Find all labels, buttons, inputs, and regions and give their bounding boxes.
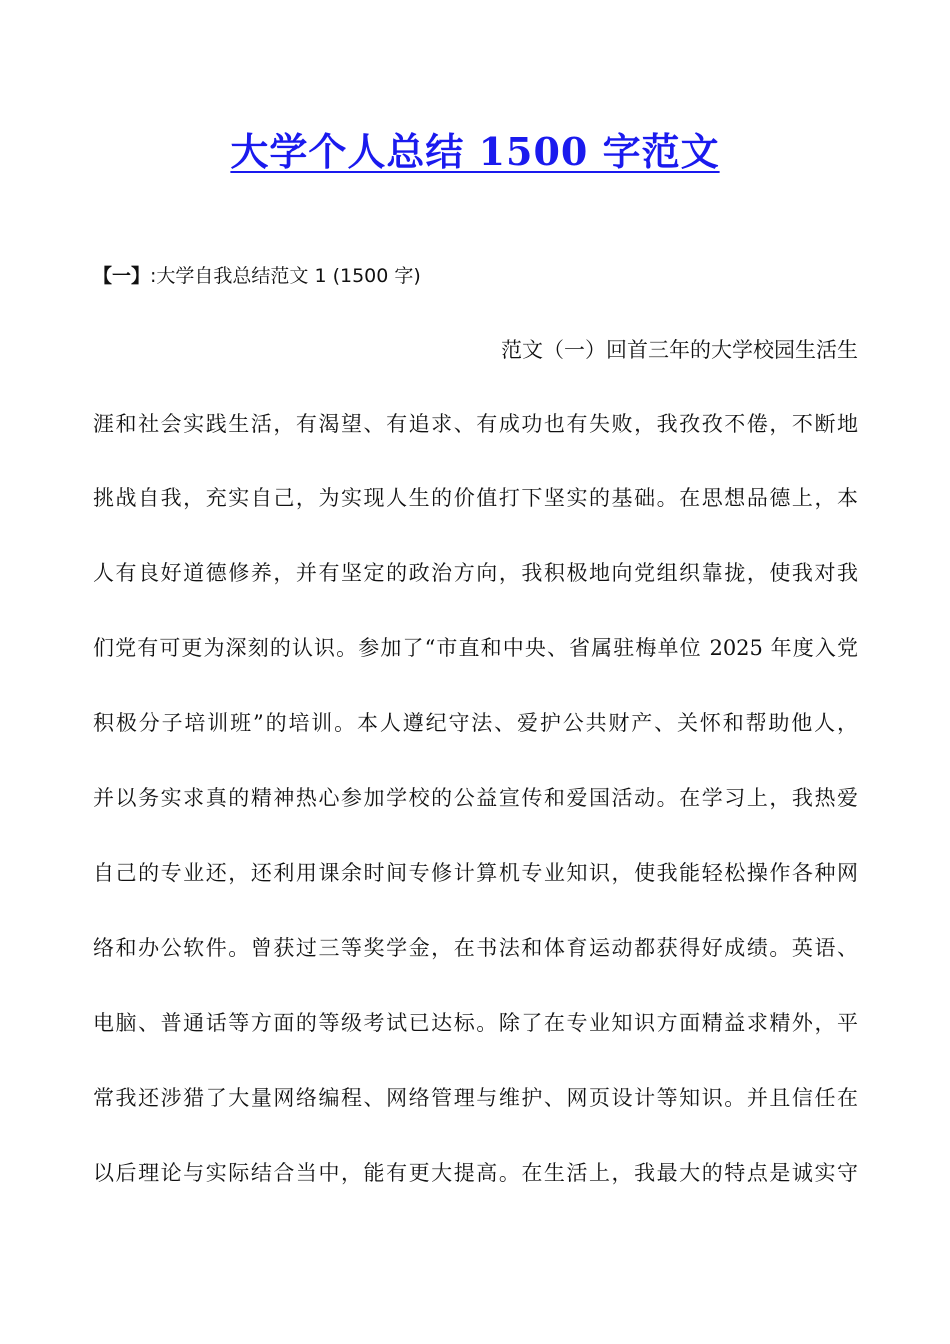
section-heading-text: :大学自我总结范文 1 (1500 字) xyxy=(150,265,421,287)
paragraph-line: 积极分子培训班”的培训。本人遵纪守法、爱护公共财产、关怀和帮助他人， xyxy=(93,711,858,735)
paragraph-line: 自己的专业还，还利用课余时间专修计算机专业知识，使我能轻松操作各种网 xyxy=(93,861,858,885)
paragraph-line: 常我还涉猎了大量网络编程、网络管理与维护、网页设计等知识。并且信任在 xyxy=(93,1086,858,1110)
paragraph-line: 以后理论与实际结合当中，能有更大提高。在生活上，我最大的特点是诚实守 xyxy=(93,1161,858,1185)
paragraph-line: 范文（一）回首三年的大学校园生活生 xyxy=(501,338,858,362)
section-number-mark: 【一】 xyxy=(93,265,151,287)
document-title: 大学个人总结 1500 字范文 xyxy=(230,129,720,174)
paragraph-line: 电脑、普通话等方面的等级考试已达标。除了在专业知识方面精益求精外，平 xyxy=(93,1011,858,1035)
paragraph-line: 并以务实求真的精神热心参加学校的公益宣传和爱国活动。在学习上，我热爱 xyxy=(93,786,858,810)
paragraph-line: 人有良好道德修养，并有坚定的政治方向，我积极地向党组织靠拢，使我对我 xyxy=(93,561,858,585)
paragraph-line: 涯和社会实践生活，有渴望、有追求、有成功也有失败，我孜孜不倦，不断地 xyxy=(93,412,858,436)
section-heading xyxy=(93,256,421,296)
paragraph-line: 络和办公软件。曾获过三等奖学金，在书法和体育运动都获得好成绩。英语、 xyxy=(93,936,858,960)
paragraph-line: 挑战自我，充实自己，为实现人生的价值打下坚实的基础。在思想品德上，本 xyxy=(93,486,858,510)
paragraph-line: 们党有可更为深刻的认识。参加了“市直和中央、省属驻梅单位 2025 年度入党 xyxy=(93,636,858,660)
